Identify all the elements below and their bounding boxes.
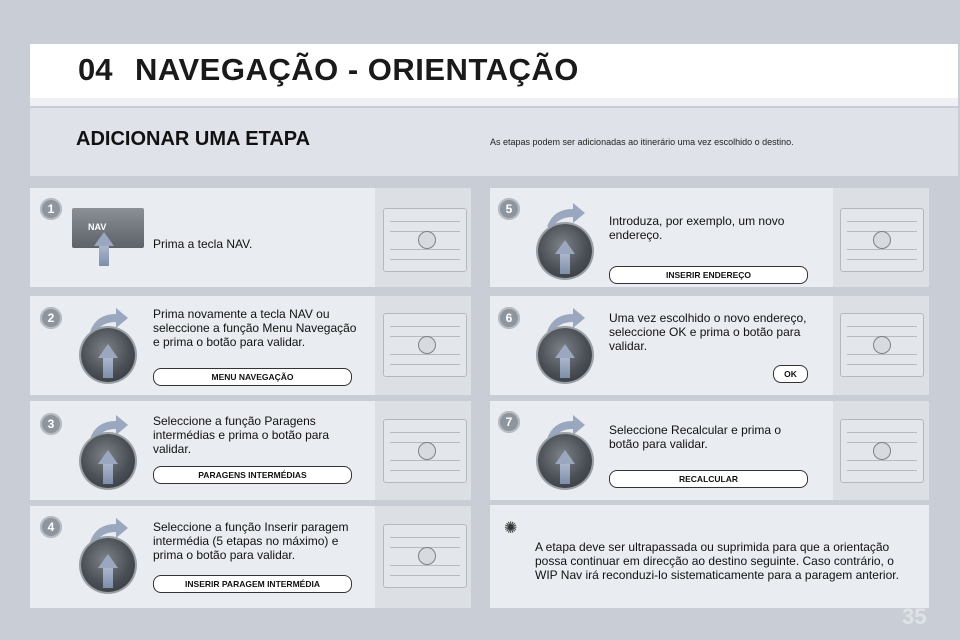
header-strip xyxy=(30,98,958,106)
radio-unit-illustration xyxy=(840,419,924,483)
press-arrow-icon xyxy=(98,450,118,464)
press-arrow-icon xyxy=(98,344,118,358)
page-number: 35 xyxy=(902,604,927,629)
step-number-badge: 5 xyxy=(498,198,520,220)
lightbulb-icon: ✺ xyxy=(504,520,518,537)
step-text: Seleccione Recalcular e prima o botão para validar. xyxy=(609,423,782,451)
press-arrow-icon xyxy=(555,450,575,464)
step-number-badge: 6 xyxy=(498,307,520,329)
step-number-badge: 3 xyxy=(40,413,62,435)
step-number-badge: 1 xyxy=(40,198,62,220)
radio-unit-illustration xyxy=(840,208,924,272)
tip-text: A etapa deve ser ultrapassada ou suprimida para que a orientação possa continuar em direcção ao destino seguinte. Caso contrário, o WIP Nav irá reconduzi-lo sistematicamente para a paragem anterior. xyxy=(535,540,899,582)
step-text: Seleccione a função Paragens intermédias e prima o botão para validar. xyxy=(153,414,330,456)
step-number-badge: 2 xyxy=(40,307,62,329)
radio-unit-illustration xyxy=(383,313,467,377)
step-number-badge: 7 xyxy=(498,411,520,433)
step-number-badge: 4 xyxy=(40,516,62,538)
page-title: NAVEGAÇÃO - ORIENTAÇÃO xyxy=(135,52,579,87)
chapter-number: 04 xyxy=(78,52,113,87)
menu-label: PARAGENS INTERMÉDIAS xyxy=(153,466,352,484)
radio-unit-illustration xyxy=(383,208,467,272)
ok-label: OK xyxy=(773,365,808,383)
menu-label: MENU NAVEGAÇÃO xyxy=(153,368,352,386)
step-text: Prima a tecla NAV. xyxy=(153,237,253,251)
section-title: ADICIONAR UMA ETAPA xyxy=(76,128,311,150)
step-text: Uma vez escolhido o novo endereço, seleccione OK e prima o botão para validar. xyxy=(609,311,807,353)
menu-label: INSERIR ENDEREÇO xyxy=(609,266,808,284)
press-arrow-icon xyxy=(555,344,575,358)
radio-unit-illustration xyxy=(383,524,467,588)
press-arrow-icon xyxy=(94,232,114,246)
step-text: Seleccione a função Inserir paragem intermédia (5 etapas no máximo) e prima o botão para validar. xyxy=(153,520,349,562)
nav-key-label: NAV xyxy=(88,222,107,232)
radio-unit-illustration xyxy=(840,313,924,377)
step-text: Introduza, por exemplo, um novo endereço. xyxy=(609,214,785,242)
menu-label: RECALCULAR xyxy=(609,470,808,488)
radio-unit-illustration xyxy=(383,419,467,483)
press-arrow-icon xyxy=(98,554,118,568)
menu-label: INSERIR PARAGEM INTERMÉDIA xyxy=(153,575,352,593)
section-intro: As etapas podem ser adicionadas ao itinerário uma vez escolhido o destino. xyxy=(490,137,794,147)
press-arrow-icon xyxy=(555,240,575,254)
step-text: Prima novamente a tecla NAV ou seleccione a função Menu Navegação e prima o botão para validar. xyxy=(153,307,357,349)
